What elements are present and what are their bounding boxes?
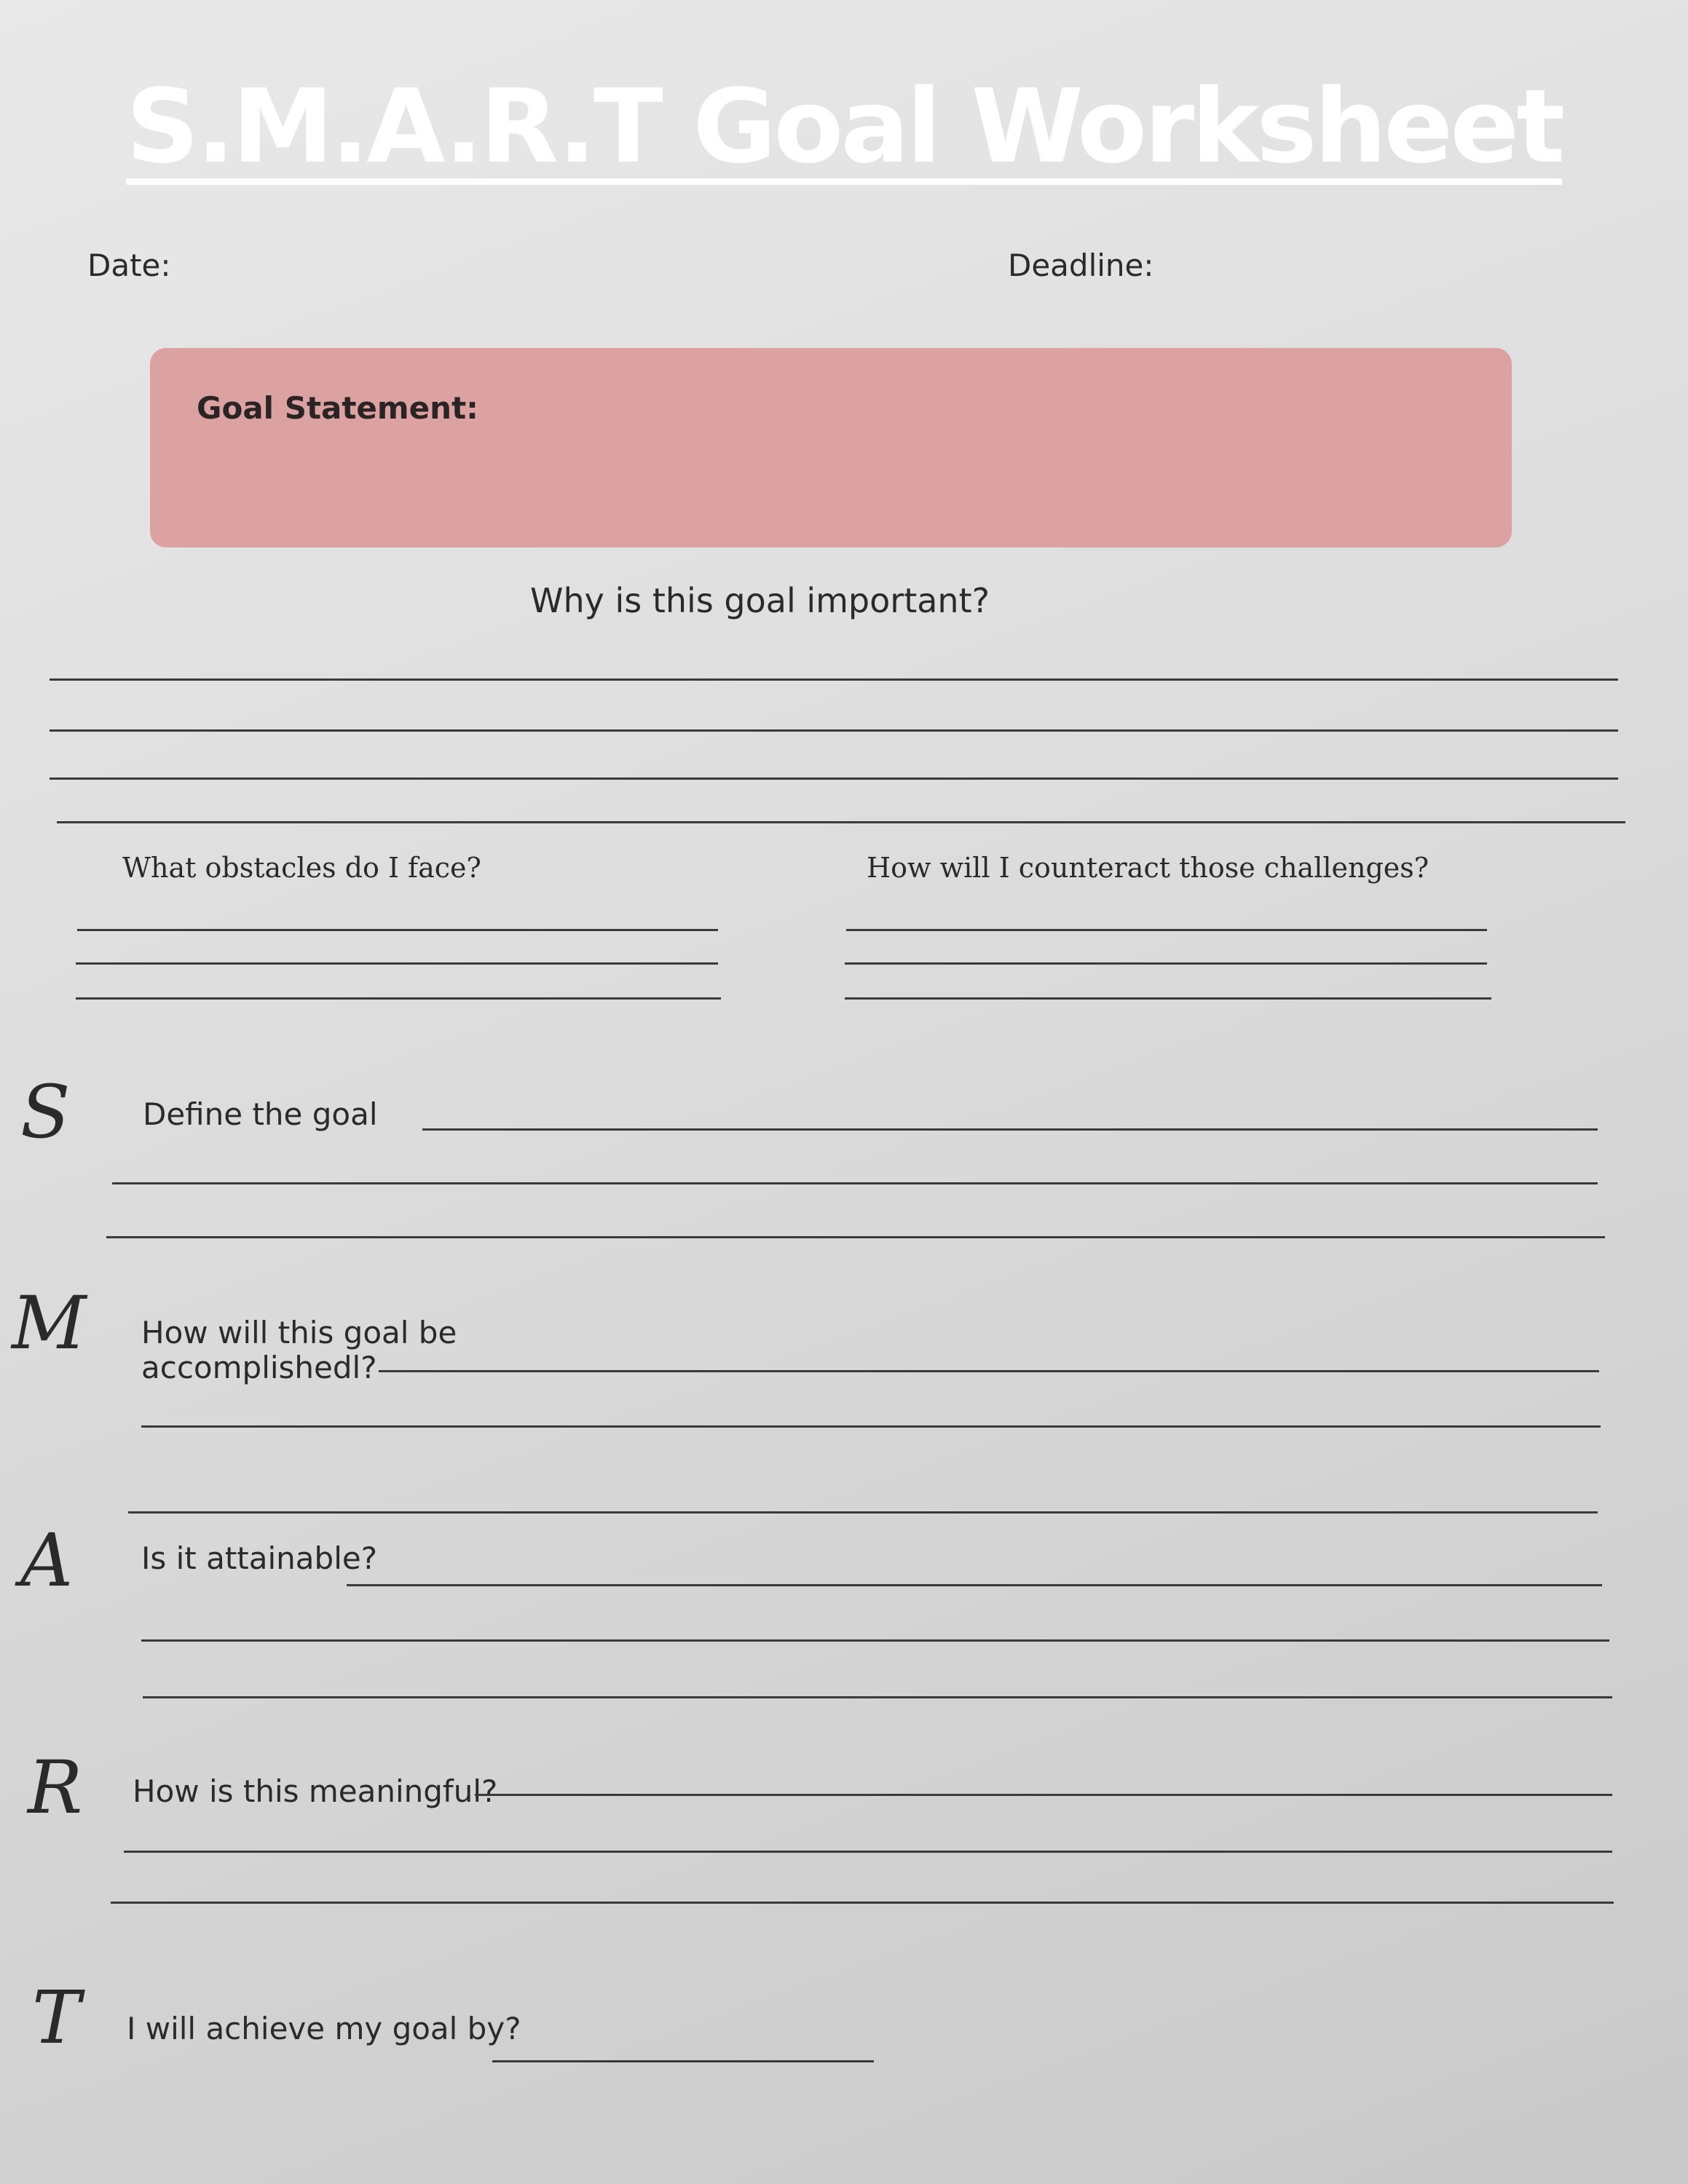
deadline-label: Deadline: [1008,248,1154,283]
m-line-3[interactable] [128,1511,1598,1514]
why-line-4[interactable] [57,821,1625,823]
m-prompt-line1: How will this goal be [141,1315,457,1350]
worksheet-title-text: S.M.A.R.T Goal Worksheet [125,68,1563,186]
worksheet-title [0,69,1688,186]
why-line-1[interactable] [50,678,1618,681]
why-line-2[interactable] [50,729,1618,732]
obstacles-line-2[interactable] [76,962,718,965]
counteract-heading: How will I counteract those challenges? [867,852,1429,884]
m-prompt-line2: accomplishedl? [141,1350,377,1385]
t-prompt: I will achieve my goal by? [127,2011,521,2046]
r-line-2[interactable] [124,1851,1612,1853]
date-label: Date: [87,248,171,283]
letter-a: A [20,1518,74,1603]
m-line-2[interactable] [141,1425,1601,1428]
letter-t: T [32,1975,81,2060]
letter-s: S [20,1069,71,1155]
letter-m: M [12,1281,87,1366]
counteract-line-2[interactable] [845,962,1487,965]
goal-statement-label: Goal Statement: [197,390,478,426]
counteract-line-3[interactable] [845,997,1491,1000]
obstacles-line-1[interactable] [77,929,718,931]
goal-statement-box[interactable] [150,348,1512,547]
why-important-heading: Why is this goal important? [530,581,990,620]
s-line-2[interactable] [112,1182,1598,1184]
counteract-line-1[interactable] [846,929,1487,931]
m-line-1[interactable] [379,1370,1599,1372]
a-line-2[interactable] [141,1639,1609,1642]
t-line-1[interactable] [492,2060,874,2062]
why-line-3[interactable] [50,778,1618,780]
obstacles-line-3[interactable] [76,997,721,1000]
r-line-3[interactable] [111,1902,1614,1904]
obstacles-heading: What obstacles do I face? [122,852,481,884]
letter-r: R [28,1745,83,1830]
a-line-3[interactable] [143,1696,1612,1698]
s-line-3[interactable] [106,1236,1605,1238]
r-prompt: How is this meaningful? [133,1773,498,1809]
a-prompt: Is it attainable? [141,1540,378,1576]
s-prompt: Define the goal [143,1096,378,1132]
s-line-1[interactable] [422,1128,1598,1131]
a-line-1[interactable] [347,1584,1602,1586]
r-line-1[interactable] [475,1794,1612,1796]
